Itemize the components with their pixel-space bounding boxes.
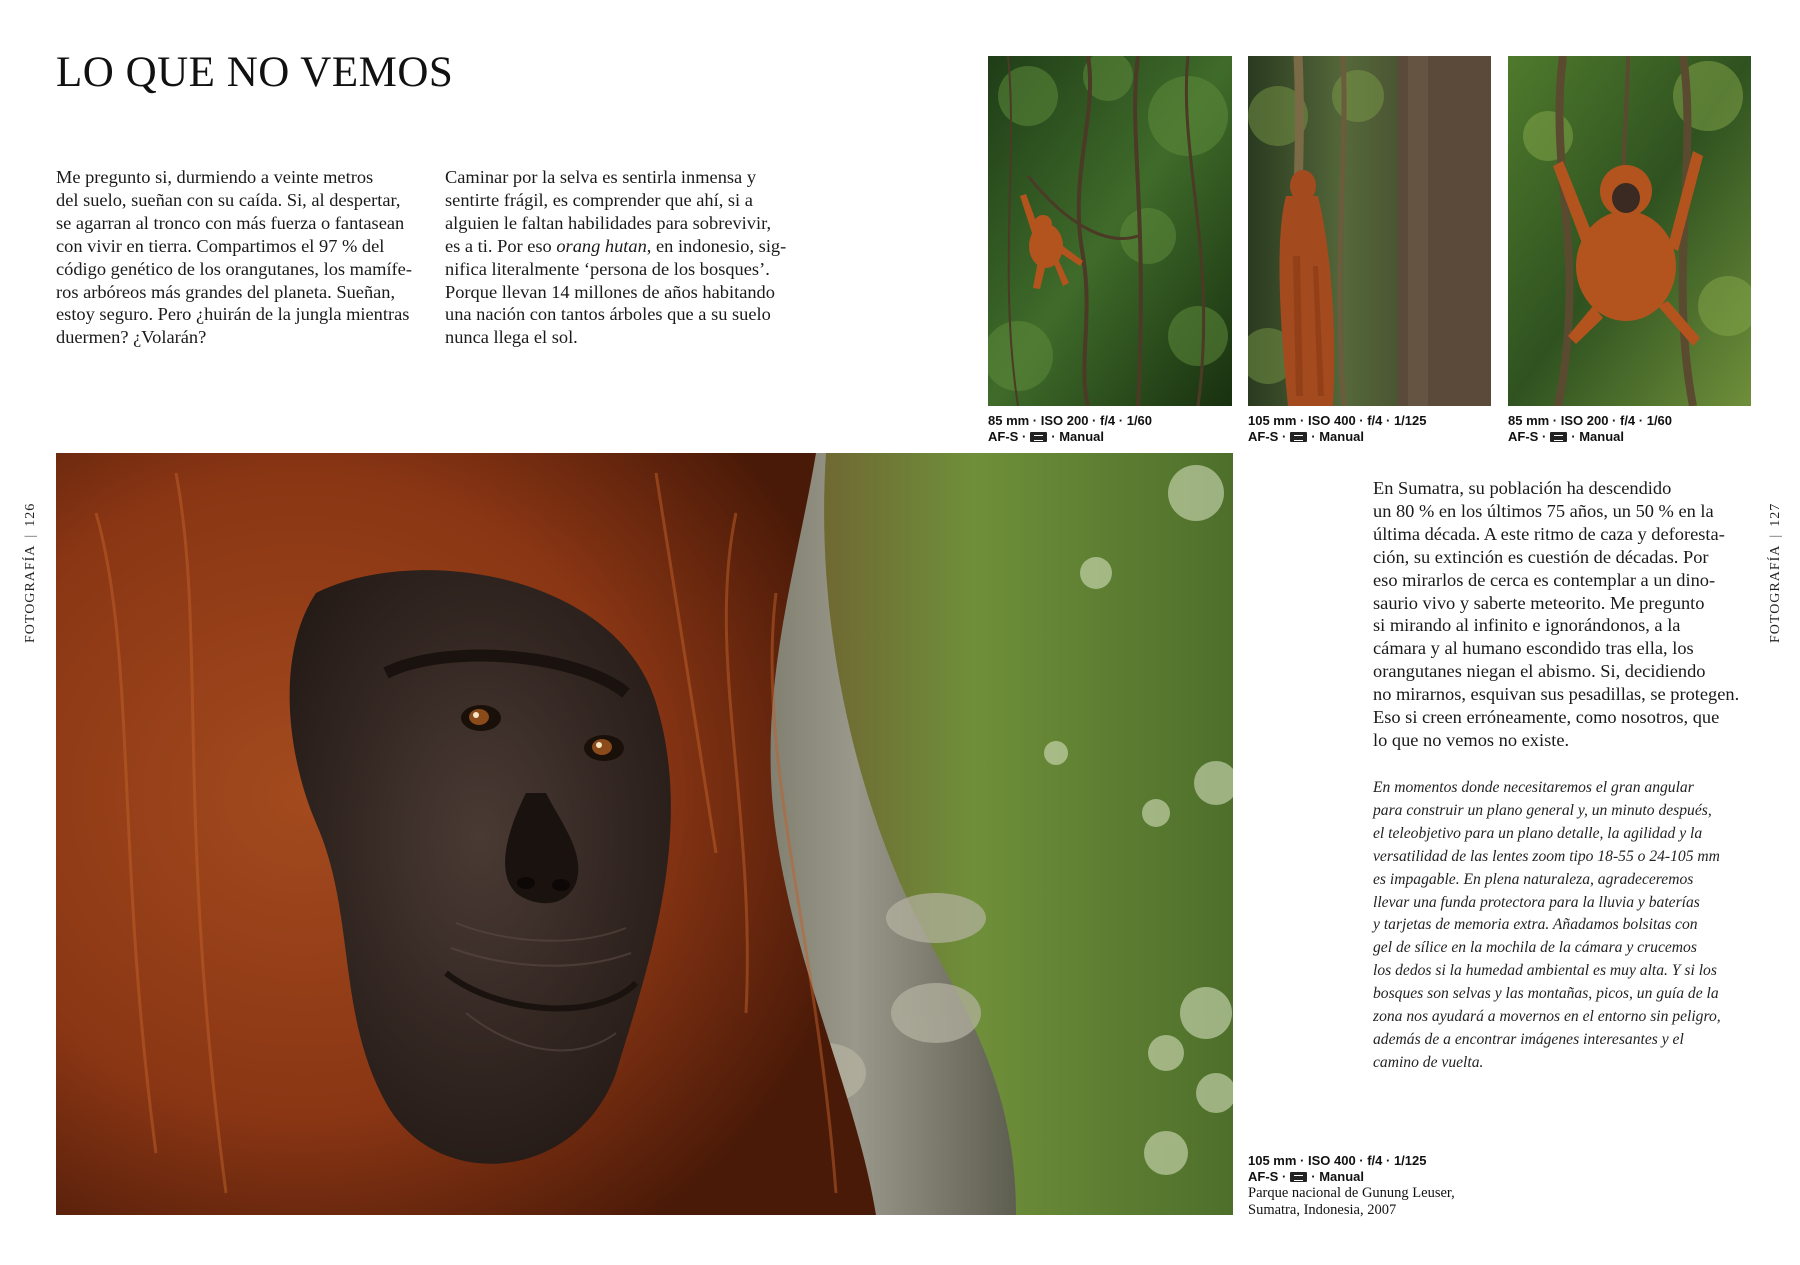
note-line: además de a encontrar imágenes interesantes y el — [1373, 1030, 1684, 1048]
note-line: En momentos donde necesitaremos el gran angular — [1373, 779, 1694, 796]
af-label: AF-S · — [1508, 429, 1547, 444]
note-line: camino de vuelta. — [1373, 1053, 1484, 1071]
text-line: se agarran al tronco con más fuerza o fantasean — [56, 212, 405, 233]
folio-separator: | — [1768, 533, 1783, 538]
page-number: 126 — [23, 502, 38, 527]
note-line: llevar una funda protectora para la lluvia y baterías — [1373, 893, 1700, 911]
body-column-1 — [56, 166, 431, 349]
page-number: 127 — [1768, 502, 1783, 527]
text-line: código genético de los orangutanes, los mamífe- — [56, 258, 412, 279]
section-name: FOTOGRAFÍA — [23, 544, 38, 643]
body-column-3 — [1373, 477, 1751, 752]
text-line: orangutanes niegan el abismo. Si, decidiendo — [1373, 661, 1706, 682]
text-segment: es a ti. Por eso — [445, 235, 557, 256]
matrix-metering-icon — [1290, 1172, 1307, 1182]
text-line: duermen? ¿Volarán? — [56, 327, 207, 348]
photo-tip-note — [1373, 777, 1751, 1075]
note-line: para construir un plano general y, un minuto después, — [1373, 801, 1712, 819]
mode-label: · Manual — [1571, 429, 1625, 444]
text-line: última década. A este ritmo de caza y deforesta- — [1373, 523, 1725, 544]
camera-settings: 105 mm · ISO 400 · f/4 · 1/125 — [1248, 413, 1427, 428]
text-line: estoy seguro. Pero ¿huirán de la jungla mientras — [56, 304, 410, 325]
main-photo-caption — [1248, 1153, 1455, 1219]
text-line: cámara y al humano escondido tras ella, los — [1373, 638, 1694, 659]
camera-settings: 85 mm · ISO 200 · f/4 · 1/60 — [1508, 413, 1673, 428]
note-line: gel de sílice en la mochila de la cámara y crucemos — [1373, 939, 1697, 957]
matrix-metering-icon — [1550, 432, 1567, 442]
text-line: nunca llega el sol. — [445, 327, 578, 348]
text-line: Eso si creen erróneamente, como nosotros, que — [1373, 707, 1720, 728]
camera-settings: 85 mm · ISO 200 · f/4 · 1/60 — [988, 413, 1153, 428]
body-column-2 — [445, 166, 805, 349]
photo-orangutan-gripping-trunk — [1248, 56, 1491, 406]
text-line — [445, 235, 805, 258]
af-label: AF-S · — [988, 429, 1027, 444]
photo-orangutan-face-closeup — [56, 453, 1233, 1215]
text-line: un 80 % en los últimos 75 años, un 50 % en la — [1373, 500, 1714, 521]
section-name: FOTOGRAFÍA — [1768, 544, 1783, 643]
photo-caption — [988, 413, 1152, 445]
photo-orangutan-hanging-vines — [988, 56, 1232, 406]
text-segment: , en indonesio, sig- — [646, 235, 787, 256]
note-line: bosques son selvas y las montañas, picos, un guía de la — [1373, 985, 1719, 1003]
text-line: una nación con tantos árboles que a su suelo — [445, 304, 771, 325]
folio-left — [23, 503, 39, 643]
af-label: AF-S · — [1248, 429, 1287, 444]
note-line: los dedos si la humedad ambiental es muy alta. Y si los — [1373, 962, 1717, 980]
text-line: ción, su extinción es cuestión de décadas. Por — [1373, 546, 1709, 567]
text-line: Me pregunto si, durmiendo a veinte metros — [56, 167, 374, 187]
mode-label: · Manual — [1311, 429, 1365, 444]
note-line: versatilidad de las lentes zoom tipo 18-55 o 24-105 mm — [1373, 847, 1720, 865]
location-line: Parque nacional de Gunung Leuser, — [1248, 1185, 1455, 1201]
text-line: no mirarnos, esquivan sus pesadillas, se protegen. — [1373, 684, 1740, 705]
text-line: ros arbóreos más grandes del planeta. Sueñan, — [56, 281, 396, 302]
text-line: lo que no vemos no existe. — [1373, 729, 1570, 750]
camera-settings: 105 mm · ISO 400 · f/4 · 1/125 — [1248, 1153, 1427, 1168]
matrix-metering-icon — [1290, 432, 1307, 442]
af-label: AF-S · — [1248, 1169, 1287, 1184]
note-line: el teleobjetivo para un plano detalle, la agilidad y la — [1373, 824, 1703, 842]
focus-mode-row — [1248, 429, 1426, 445]
italic-term: orang hutan — [556, 235, 647, 256]
location-line: Sumatra, Indonesia, 2007 — [1248, 1202, 1397, 1218]
text-line: En Sumatra, su población ha descendido — [1373, 478, 1672, 498]
page-title: LO QUE NO VEMOS — [56, 49, 454, 96]
focus-mode-row — [988, 429, 1152, 445]
text-line: del suelo, sueñan con su caída. Si, al despertar, — [56, 189, 401, 210]
matrix-metering-icon — [1030, 432, 1047, 442]
text-line: eso mirarlos de cerca es contemplar a un dino- — [1373, 569, 1716, 590]
note-line: y tarjetas de memoria extra. Añadamos bolsitas con — [1373, 916, 1698, 934]
folio-right — [1768, 503, 1784, 643]
text-line: nifica literalmente ‘persona de los bosques’. — [445, 258, 770, 279]
text-line: Caminar por la selva es sentirla inmensa y — [445, 167, 757, 187]
note-line: es impagable. En plena naturaleza, agradeceremos — [1373, 870, 1694, 888]
focus-mode-row — [1508, 429, 1672, 445]
text-line: con vivir en tierra. Compartimos el 97 % del — [56, 235, 385, 256]
focus-mode-row — [1248, 1169, 1455, 1185]
photo-orangutan-sitting-vines — [1508, 56, 1751, 406]
text-line: Porque llevan 14 millones de años habitando — [445, 281, 775, 302]
text-line: saurio vivo y saberte meteorito. Me pregunto — [1373, 592, 1705, 613]
text-line: alguien le faltan habilidades para sobrevivir, — [445, 212, 772, 233]
note-line: zona nos ayudará a movernos en el entorno sin peligro, — [1373, 1008, 1721, 1026]
photo-caption — [1508, 413, 1672, 445]
photo-caption — [1248, 413, 1426, 445]
mode-label: · Manual — [1311, 1169, 1365, 1184]
folio-separator: | — [23, 533, 38, 538]
text-line: sentirte frágil, es comprender que ahí, si a — [445, 189, 753, 210]
text-line: si mirando al infinito e ignorándonos, a la — [1373, 615, 1681, 636]
mode-label: · Manual — [1051, 429, 1105, 444]
